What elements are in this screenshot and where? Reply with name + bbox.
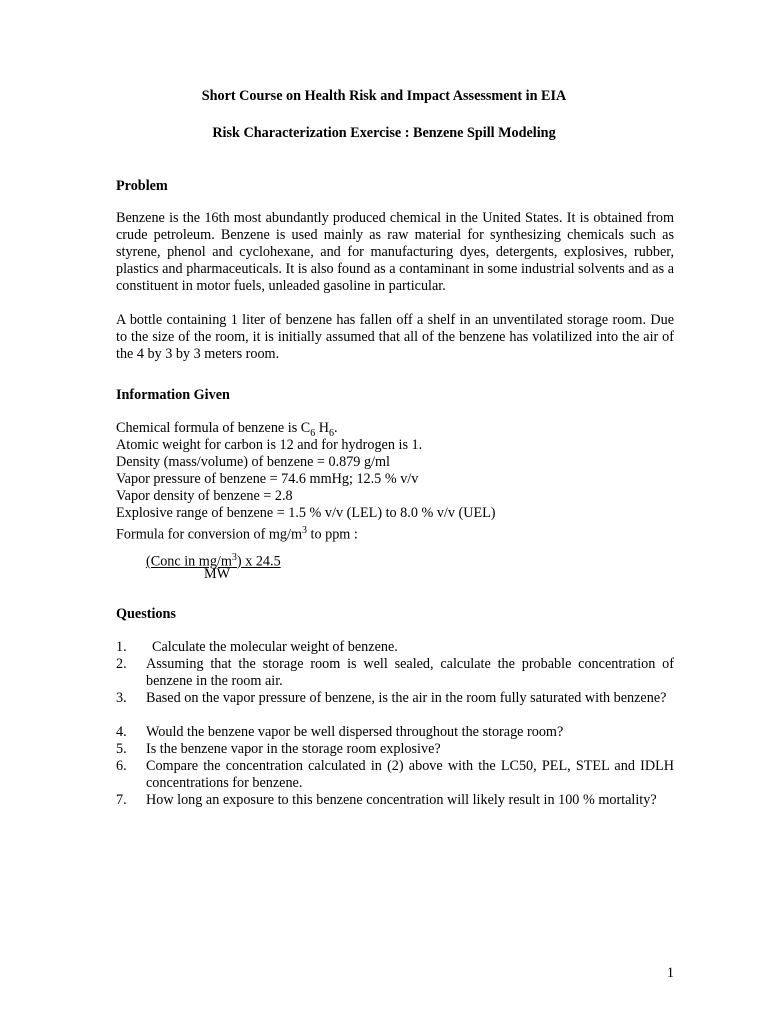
question-number: 3. [116, 690, 127, 706]
questions-heading: Questions [116, 606, 176, 622]
density-line: Density (mass/volume) of benzene = 0.879 g/ml [116, 454, 390, 470]
exercise-title: Risk Characterization Exercise : Benzene Spill Modeling [212, 125, 556, 141]
conversion-superscript: 3 [301, 525, 307, 536]
question-number: 7. [116, 792, 127, 808]
question-number: 5. [116, 741, 127, 757]
formula-prefix: Chemical formula of benzene is C [116, 420, 311, 436]
question-number: 6. [116, 758, 127, 774]
question-text: Calculate the molecular weight of benzene. [152, 639, 398, 655]
question-text: Would the benzene vapor be well dispersed throughout the storage room? [146, 724, 564, 740]
course-title: Short Course on Health Risk and Impact Assessment in EIA [201, 88, 567, 104]
problem-heading: Problem [116, 178, 168, 194]
page-number: 1 [666, 965, 674, 981]
explosive-range-line: Explosive range of benzene = 1.5 % v/v (LEL) to 8.0 % v/v (UEL) [116, 505, 496, 521]
question-text: Is the benzene vapor in the storage room explosive? [146, 741, 441, 757]
info-heading: Information Given [116, 387, 230, 403]
question-text: Assuming that the storage room is well sealed, calculate the probable concentration of benzene in the room air. [146, 656, 674, 689]
conversion-prefix: Formula for conversion of mg/m [116, 526, 302, 543]
question-text: Based on the vapor pressure of benzene, is the air in the room fully saturated with benzene? [146, 690, 667, 706]
question-number: 2. [116, 656, 127, 672]
conversion-suffix: to ppm : [306, 526, 358, 543]
vapor-pressure-line: Vapor pressure of benzene = 74.6 mmHg; 12.5 % v/v [116, 471, 419, 487]
vapor-density-line: Vapor density of benzene = 2.8 [116, 488, 293, 504]
formula-end: . [334, 420, 338, 436]
formula-denominator: MW [204, 566, 231, 582]
question-text: Compare the concentration calculated in (2) above with the LC50, PEL, STEL and IDLH concentrations for benzene. [146, 758, 674, 791]
formula-carbon-subscript: 6 [310, 427, 316, 439]
conversion-formula-line [116, 522, 358, 544]
question-text: How long an exposure to this benzene concentration will likely result in 100 % mortality? [146, 792, 657, 808]
formula-hydrogen-subscript: 6 [329, 427, 335, 439]
question-number: 4. [116, 724, 127, 740]
numerator-suffix: ) x 24.5 [236, 553, 281, 570]
numerator-prefix: (Conc in mg/m [146, 553, 232, 570]
problem-paragraph-2: A bottle containing 1 liter of benzene has fallen off a shelf in an unventilated storage room. Due to the size of the room, it is initially assumed that all of the benzene has volatilized into the air of the 4 by 3 by 3 meters room. [116, 312, 674, 362]
question-number: 1. [116, 639, 127, 655]
problem-paragraph-1: Benzene is the 16th most abundantly produced chemical in the United States. It is obtained from crude petroleum. Benzene is used mainly as raw material for synthesizing chemicals such as styrene, phenol and cyclohexane, and for manufacturing dyes, detergents, explosives, rubber, plastics and pharmaceuticals. It is also found as a contaminant in some industrial solvents and as a constituent in motor fuels, unleaded gasoline in particular. [116, 210, 674, 294]
formula-hydrogen: H [315, 420, 330, 436]
numerator-superscript: 3 [231, 552, 237, 563]
atomic-weight-line: Atomic weight for carbon is 12 and for hydrogen is 1. [116, 437, 423, 453]
